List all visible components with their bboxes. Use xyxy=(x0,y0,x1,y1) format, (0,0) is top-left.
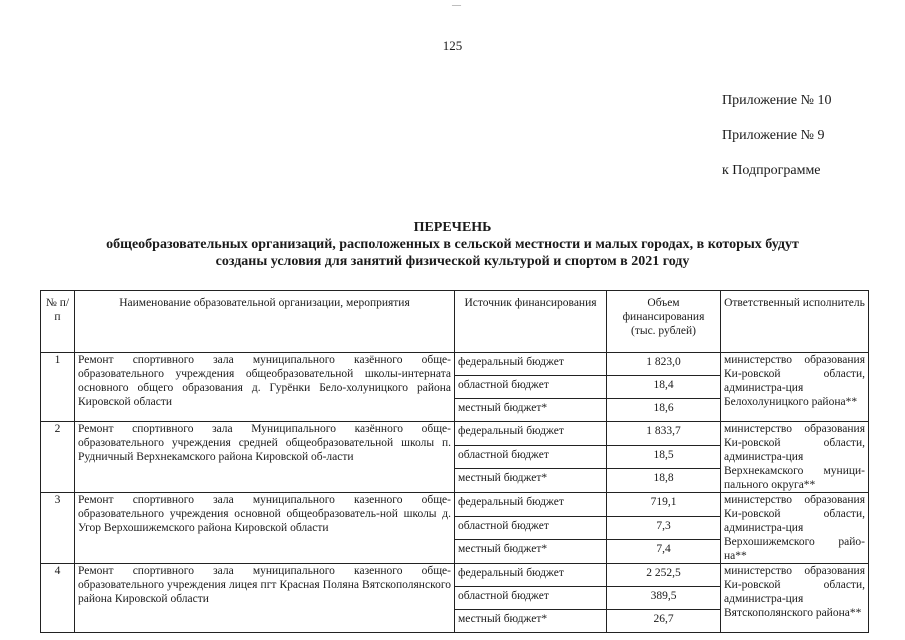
funding-value: 18,8 xyxy=(607,469,721,493)
funding-value: 1 823,0 xyxy=(607,353,721,376)
organization-name: Ремонт спортивного зала муниципального казённого обще-образовательного учреждения общеобразовательной школы-интерната основного общего образования д. Гурёнки Бело-холуницкого района Кировской области xyxy=(75,353,455,422)
funding-source: областной бюджет xyxy=(455,516,607,540)
funding-source: федеральный бюджет xyxy=(455,353,607,376)
funding-value: 7,4 xyxy=(607,540,721,564)
funding-value: 1 833,7 xyxy=(607,422,721,446)
page-number: 125 xyxy=(442,38,463,53)
header-executor: Ответственный исполнитель xyxy=(721,291,869,353)
table-row xyxy=(41,353,869,376)
funding-source: местный бюджет* xyxy=(455,610,607,633)
funding-value: 389,5 xyxy=(607,587,721,610)
table-row xyxy=(41,493,869,517)
funding-value: 18,5 xyxy=(607,445,721,469)
organizations-table xyxy=(40,290,869,633)
funding-source: местный бюджет* xyxy=(455,540,607,564)
funding-value: 18,6 xyxy=(607,399,721,422)
funding-value: 26,7 xyxy=(607,610,721,633)
header-number: № п/п xyxy=(41,291,75,353)
funding-source: областной бюджет xyxy=(455,445,607,469)
funding-value: 18,4 xyxy=(607,376,721,399)
row-number: 2 xyxy=(41,422,75,493)
funding-source: федеральный бюджет xyxy=(455,422,607,446)
appendix-line-2: Приложение № 9 xyxy=(722,128,825,143)
organization-name: Ремонт спортивного зала муниципального казенного обще-образовательного учреждения лицея пгт Красная Поляна Вятскополянского района Кировской области xyxy=(75,564,455,633)
row-number: 3 xyxy=(41,493,75,564)
document-heading: ПЕРЕЧЕНЬ xyxy=(413,220,492,235)
scan-mark: — xyxy=(452,0,461,10)
appendix-line-3: к Подпрограмме xyxy=(722,163,821,178)
funding-source: местный бюджет* xyxy=(455,399,607,422)
header-source: Источник финансирования xyxy=(455,291,607,353)
funding-source: местный бюджет* xyxy=(455,469,607,493)
funding-source: федеральный бюджет xyxy=(455,493,607,517)
table-row xyxy=(41,564,869,587)
funding-value: 2 252,5 xyxy=(607,564,721,587)
document-title-line-2: общеобразовательных организаций, расположенных в сельской местности и малых городах, в которых будут xyxy=(106,237,799,252)
funding-source: областной бюджет xyxy=(455,376,607,399)
organization-name: Ремонт спортивного зала Муниципального казённого обще-образовательного учреждения средней общеобразовательной школы п. Рудничный Верхнекамского района Кировской об-ласти xyxy=(75,422,455,493)
table-header-row xyxy=(41,291,869,353)
funding-source: федеральный бюджет xyxy=(455,564,607,587)
responsible-executor: министерство образования Ки-ровской области, администра-ция Верхнекамского муници-пального округа** xyxy=(721,422,869,493)
funding-source: областной бюджет xyxy=(455,587,607,610)
header-volume: Объем финансирования (тыс. рублей) xyxy=(607,291,721,353)
responsible-executor: министерство образования Ки-ровской области, администра-ция Белохолуницкого района** xyxy=(721,353,869,422)
responsible-executor: министерство образования Ки-ровской области, администра-ция Верхошижемского райо-на** xyxy=(721,493,869,564)
appendix-line-1: Приложение № 10 xyxy=(722,93,832,108)
organization-name: Ремонт спортивного зала муниципального казенного обще-образовательного учреждения основной общеобразователь-ной школы д. Угор Верхошижемского района Кировской области xyxy=(75,493,455,564)
row-number: 4 xyxy=(41,564,75,633)
document-title-line-3: созданы условия для занятий физической культурой и спортом в 2021 году xyxy=(215,254,690,269)
header-name: Наименование образовательной организации, мероприятия xyxy=(75,291,455,353)
table-row xyxy=(41,422,869,446)
row-number: 1 xyxy=(41,353,75,422)
responsible-executor: министерство образования Ки-ровской области, администра-ция Вятскополянского района** xyxy=(721,564,869,633)
funding-value: 7,3 xyxy=(607,516,721,540)
funding-value: 719,1 xyxy=(607,493,721,517)
